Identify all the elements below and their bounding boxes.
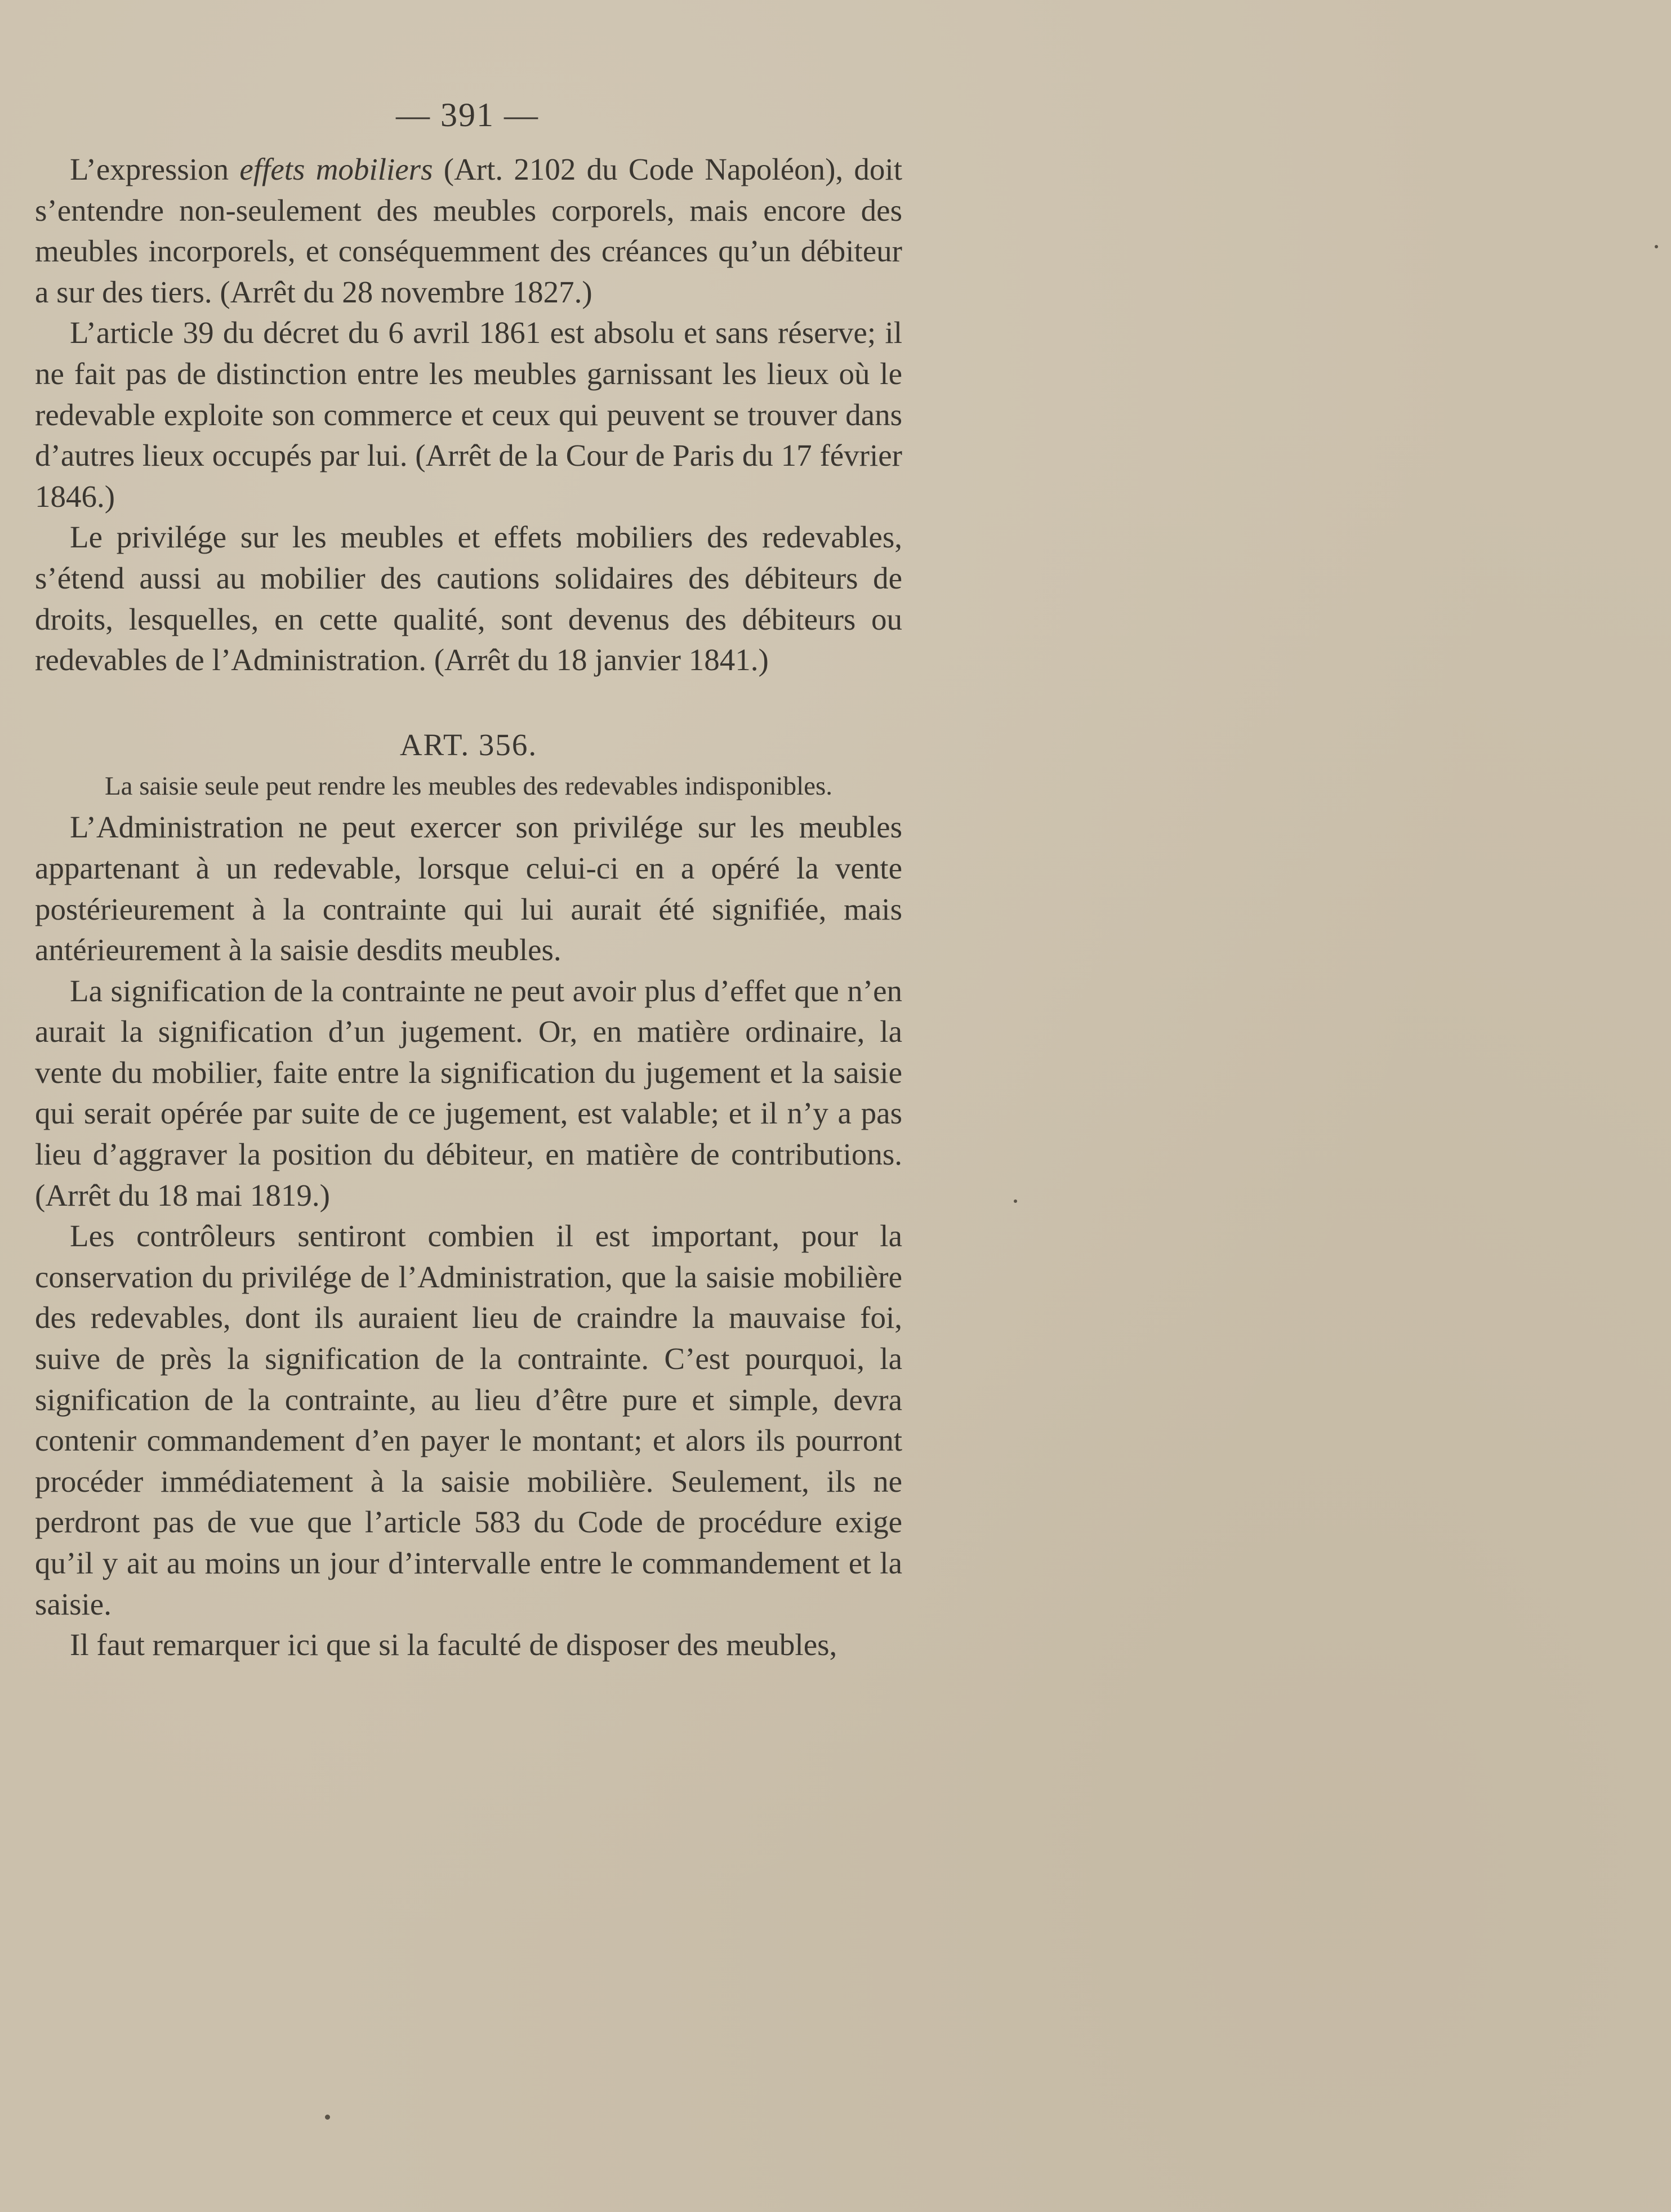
paper-speck <box>325 2115 330 2120</box>
paragraph: L’article 39 du décret du 6 avril 1861 est absolu et sans réserve; il ne fait pas de distinction entre les meubles garnissant les lieux où le redevable exploite son commerce et ceux qui peuvent se trouver dans d’autres lieux occupés par lui. (Arrêt de la Cour de Paris du 17 février 1846.) <box>35 315 902 514</box>
paper-speck <box>1014 1199 1017 1203</box>
paragraph: L’Administration ne peut exercer son privilége sur les meubles appartenant à un redevable, lorsque celui-ci en a opéré la vente postérieurement à la contrainte qui lui aurait été signifiée, mais antérieurement à la saisie desdits meubles. <box>35 810 902 967</box>
paragraph <box>35 149 902 313</box>
paper-speck <box>1655 245 1658 248</box>
page-number: — 391 — <box>396 96 539 133</box>
paragraph: Le privilége sur les meubles et effets mobiliers des redevables, s’étend aussi au mobilier des cautions solidaires des débiteurs de droits, lesquelles, en cette qualité, sont devenus des débiteurs ou redevables de l’Administration. (Arrêt du 18 janvier 1841.) <box>35 520 902 677</box>
paragraph: Les contrôleurs sentiront combien il est important, pour la conservation du privilége de l’Administration, que la saisie mobilière des redevables, dont ils auraient lieu de craindre la mauvaise foi, suive de près la signification de la contrainte. C’est pourquoi, la signification de la contrainte, au lieu d’être pure et simple, devra contenir commandement d’en payer le montant; et alors ils pourront procéder immédiatement à la saisie mobilière. Seulement, ils ne perdront pas de vue que l’article 583 du Code de procédure exige qu’il y ait au moins un jour d’intervalle entre le commandement et la saisie. <box>35 1219 902 1621</box>
article-heading: ART. 356. <box>399 727 538 762</box>
article-summary: La saisie seule peut rendre les meubles des redevables indisponibles. <box>104 771 833 801</box>
text-column <box>35 149 902 1666</box>
paragraph-text: (Art. 2102 du Code Napoléon), doit s’entendre non-seulement des meubles corporels, mais encore des meubles incorporels, et conséquemment des créances qu’un débiteur a sur des tiers. (Arrêt du 28 novembre 1827.) <box>35 152 902 309</box>
paragraph: La signification de la contrainte ne peut avoir plus d’effet que n’en aurait la signification d’un jugement. Or, en matière ordinaire, la vente du mobilier, faite entre la signification du jugement et la saisie qui serait opérée par suite de ce jugement, est valable; et il n’y a pas lieu d’aggraver la position du débiteur, en matière de contributions. (Arrêt du 18 mai 1819.) <box>35 973 902 1212</box>
paragraph: Il faut remarquer ici que si la faculté de disposer des meubles, <box>70 1627 837 1662</box>
paragraph-text: L’expression <box>70 152 240 186</box>
emphasis-text: effets mobiliers <box>239 152 433 186</box>
